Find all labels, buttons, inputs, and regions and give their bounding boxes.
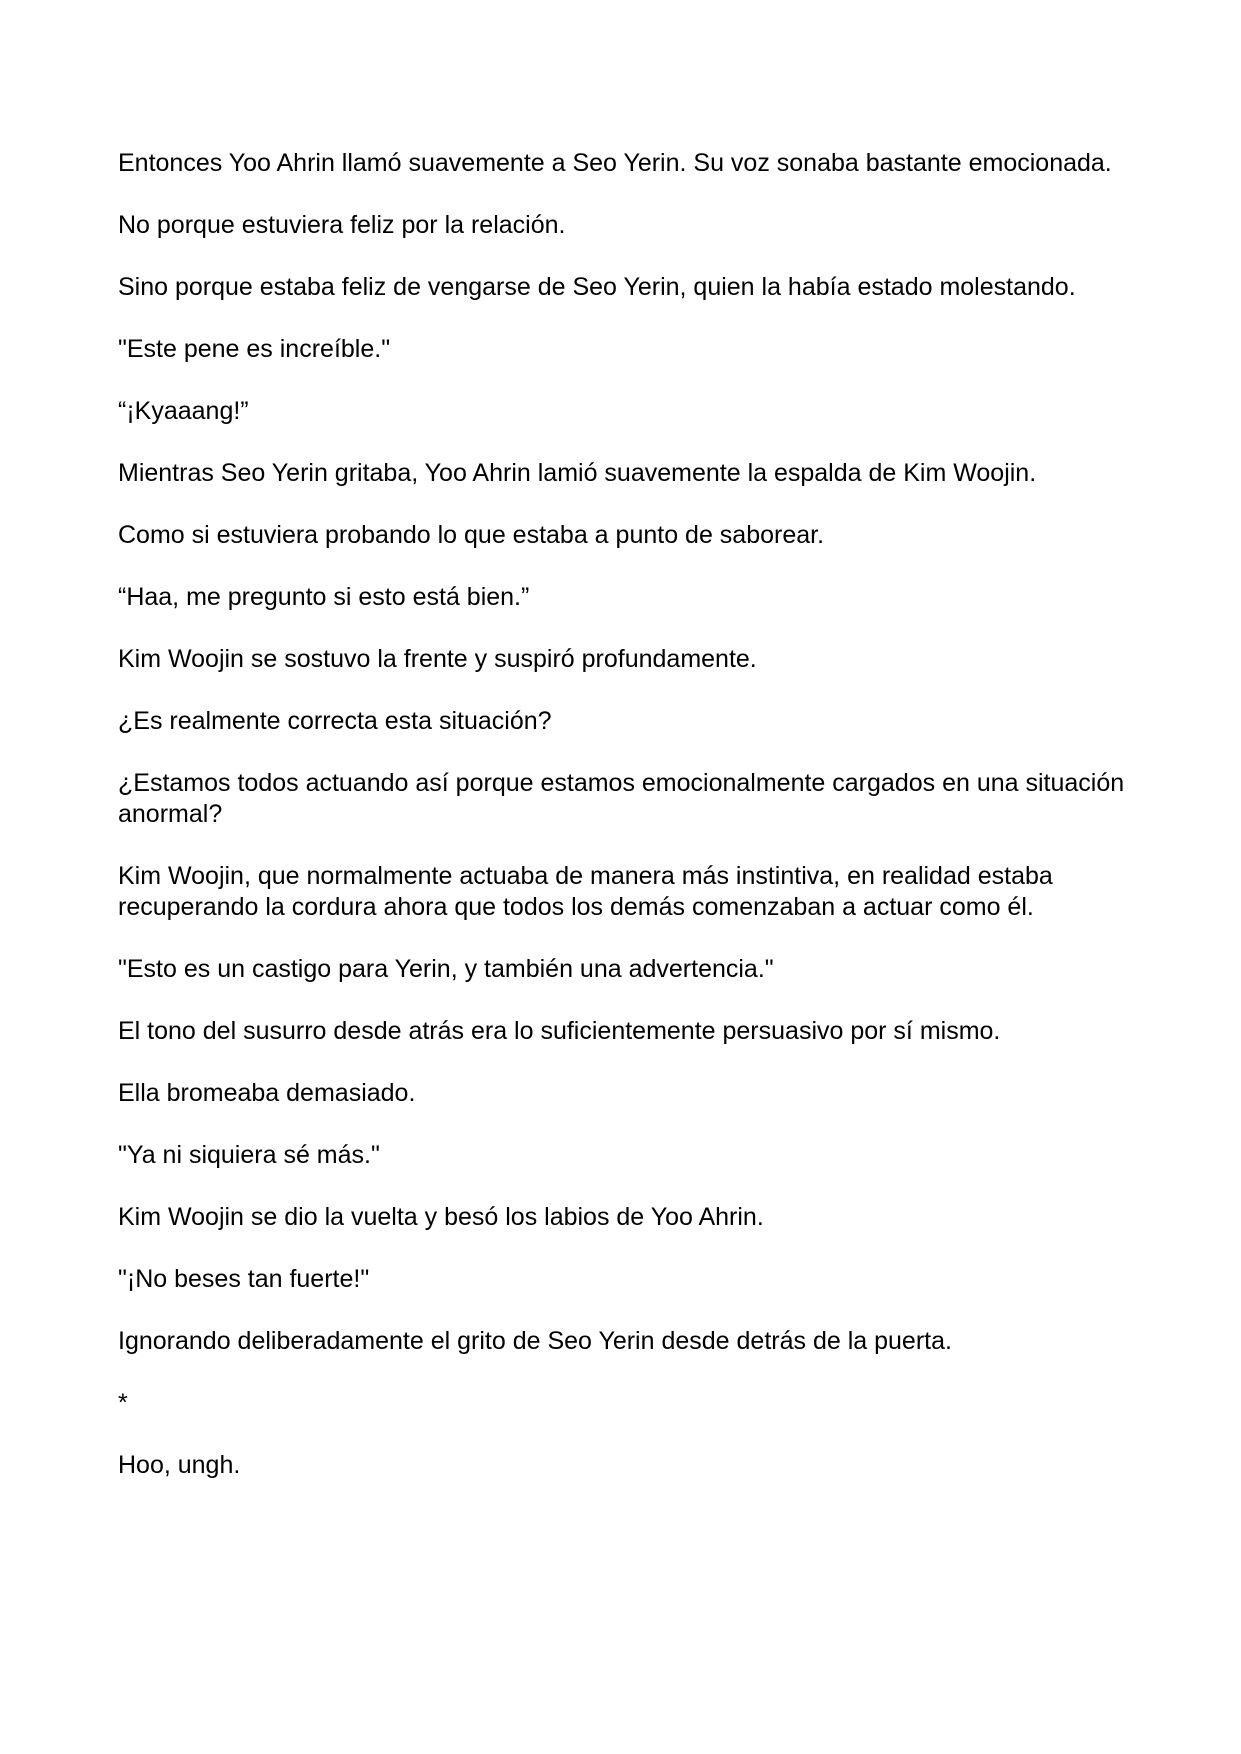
paragraph-4: "Este pene es increíble." bbox=[118, 335, 391, 363]
paragraph-11: ¿Estamos todos actuando así porque estamos emocionalmente cargados en una situación anormal? bbox=[118, 769, 1125, 828]
paragraph-14: El tono del susurro desde atrás era lo suficientemente persuasivo por sí mismo. bbox=[118, 1017, 1001, 1045]
paragraph-16: "Ya ni siquiera sé más." bbox=[118, 1141, 380, 1169]
scene-break: * bbox=[118, 1389, 128, 1417]
paragraph-20: Hoo, ungh. bbox=[118, 1451, 241, 1479]
paragraph-6: Mientras Seo Yerin gritaba, Yoo Ahrin lamió suavemente la espalda de Kim Woojin. bbox=[118, 459, 1037, 487]
paragraph-12: Kim Woojin, que normalmente actuaba de manera más instintiva, en realidad estaba recuperando la cordura ahora que todos los demás comenzaban a actuar como él. bbox=[118, 862, 1053, 921]
paragraph-5: “¡Kyaaang!” bbox=[118, 397, 249, 425]
paragraph-9: Kim Woojin se sostuvo la frente y suspiró profundamente. bbox=[118, 645, 757, 673]
paragraph-13: "Esto es un castigo para Yerin, y también una advertencia." bbox=[118, 955, 774, 983]
paragraph-10: ¿Es realmente correcta esta situación? bbox=[118, 707, 552, 735]
paragraph-19: Ignorando deliberadamente el grito de Seo Yerin desde detrás de la puerta. bbox=[118, 1327, 952, 1355]
paragraph-15: Ella bromeaba demasiado. bbox=[118, 1079, 416, 1107]
paragraph-2: No porque estuviera feliz por la relación. bbox=[118, 211, 566, 239]
paragraph-8: “Haa, me pregunto si esto está bien.” bbox=[118, 583, 530, 611]
paragraph-7: Como si estuviera probando lo que estaba a punto de saborear. bbox=[118, 521, 825, 549]
paragraph-17: Kim Woojin se dio la vuelta y besó los labios de Yoo Ahrin. bbox=[118, 1203, 764, 1231]
paragraph-1: Entonces Yoo Ahrin llamó suavemente a Seo Yerin. Su voz sonaba bastante emocionada. bbox=[118, 149, 1112, 177]
paragraph-3: Sino porque estaba feliz de vengarse de Seo Yerin, quien la había estado molestando. bbox=[118, 273, 1076, 301]
document-body bbox=[118, 148, 1128, 1512]
paragraph-18: "¡No beses tan fuerte!" bbox=[118, 1265, 370, 1293]
